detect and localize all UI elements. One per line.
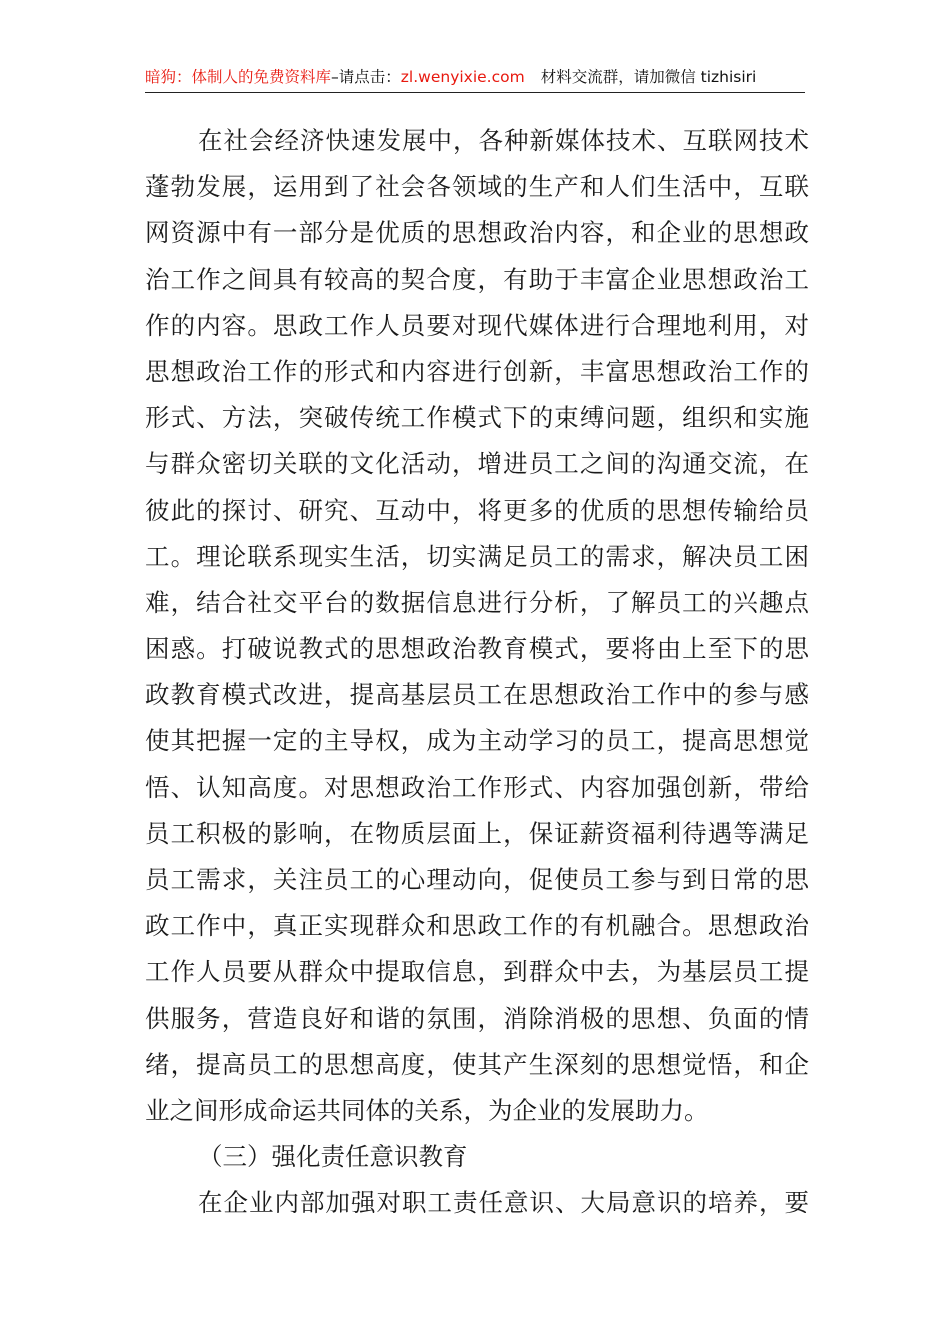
paragraph-line: 员工需求，关注员工的心理动向，促使员工参与到日常的思 — [145, 865, 809, 894]
page-header — [145, 66, 805, 88]
paragraph-line: 悟、认知高度。对思想政治工作形式、内容加强创新，带给 — [145, 772, 809, 802]
header-site-name: 暗狗：体制人的免费资料库 — [145, 68, 332, 86]
paragraph-line: 在企业内部加强对职工责任意识、大局意识的培养，要 — [198, 1188, 809, 1218]
header-site-link[interactable]: zl.wenyixie.com — [400, 68, 525, 86]
paragraph-line: 难，结合社交平台的数据信息进行分析，了解员工的兴趣点 — [145, 587, 809, 617]
header-click-prompt: –请点击： — [331, 68, 401, 86]
paragraph-line-last: 业之间形成命运共同体的关系，为企业的发展助力。 — [145, 1095, 709, 1125]
paragraph-line: 工作人员要从群众中提取信息，到群众中去，为基层员工提 — [145, 957, 809, 987]
section-heading: （三）强化责任意识教育 — [198, 1142, 468, 1172]
paragraph-line: 治工作之间具有较高的契合度，有助于丰富企业思想政治工 — [145, 264, 809, 294]
paragraph-line: 困惑。打破说教式的思想政治教育模式，要将由上至下的思 — [145, 634, 809, 664]
paragraph-line: 使其把握一定的主导权，成为主动学习的员工，提高思想觉 — [145, 726, 809, 756]
paragraph-line: 员工积极的影响，在物质层面上，保证薪资福利待遇等满足 — [145, 818, 809, 848]
document-body — [145, 118, 809, 1227]
header-wechat-note: 材料交流群，请加微信 tizhisiri — [540, 68, 757, 86]
paragraph-line: 思想政治工作的形式和内容进行创新，丰富思想政治工作的 — [145, 356, 809, 386]
paragraph-line: 形式、方法，突破传统工作模式下的束缚问题，组织和实施 — [145, 403, 809, 433]
header-divider — [145, 92, 805, 93]
paragraph-line: 彼此的探讨、研究、互动中，将更多的优质的思想传输给员 — [145, 495, 809, 525]
paragraph-line: 网资源中有一部分是优质的思想政治内容，和企业的思想政 — [145, 218, 809, 248]
paragraph-line: 工。理论联系现实生活，切实满足员工的需求，解决员工困 — [145, 541, 809, 571]
paragraph-line: 与群众密切关联的文化活动，增进员工之间的沟通交流，在 — [145, 449, 809, 479]
paragraph-line: 政工作中，真正实现群众和思政工作的有机融合。思想政治 — [145, 911, 809, 941]
paragraph-line: 作的内容。思政工作人员要对现代媒体进行合理地利用，对 — [145, 310, 809, 340]
paragraph-line: 绪，提高员工的思想高度，使其产生深刻的思想觉悟，和企 — [145, 1049, 809, 1079]
paragraph-line: 政教育模式改进，提高基层员工在思想政治工作中的参与感 — [145, 680, 809, 710]
paragraph-line: 在社会经济快速发展中，各种新媒体技术、互联网技术 — [198, 126, 809, 155]
paragraph-line: 蓬勃发展，运用到了社会各领域的生产和人们生活中，互联 — [145, 172, 809, 202]
paragraph-line: 供服务，营造良好和谐的氛围，消除消极的思想、负面的情 — [145, 1003, 809, 1033]
